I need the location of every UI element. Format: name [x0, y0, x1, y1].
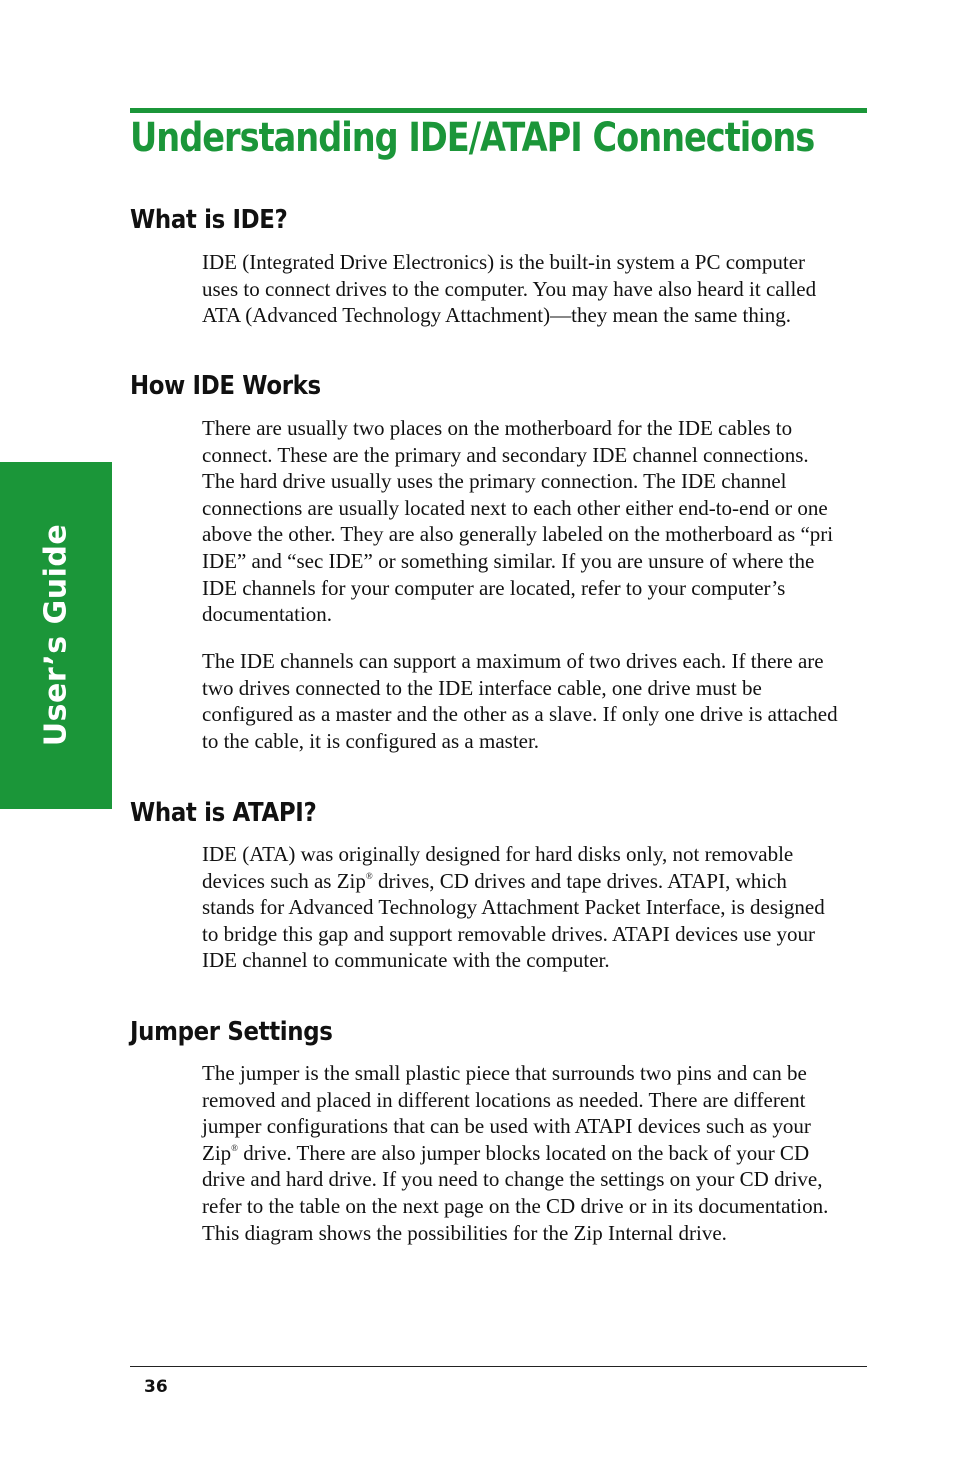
- text-line: This diagram shows the possibilities for the Zip Internal drive.: [202, 1220, 727, 1245]
- text-line: IDE (ATA) was originally designed for hard disks only, not removable: [202, 842, 794, 866]
- side-tab: [0, 462, 112, 809]
- text-line: IDE” and “sec IDE” or something similar. If you are unsure of where the: [202, 548, 815, 573]
- text-fragment: drives, CD drives and tape drives. ATAPI, which: [372, 868, 787, 893]
- paragraph-jumper-settings: [202, 1060, 872, 1246]
- section-heading-what-is-ide: What is IDE?: [130, 205, 288, 235]
- section-heading-how-ide-works: How IDE Works: [130, 371, 321, 401]
- text-line: connections are usually located next to each other either end-to-end or one: [202, 495, 828, 520]
- text-line: [202, 1140, 872, 1167]
- text-line: two drives connected to the IDE interface cable, one drive must be: [202, 675, 762, 700]
- text-line: drive and hard drive. If you need to change the settings on your CD drive,: [202, 1167, 823, 1192]
- text-line: documentation.: [202, 602, 333, 627]
- footer-rule: [130, 1366, 867, 1367]
- text-line: The IDE channels can support a maximum of two drives each. If there are: [202, 649, 824, 673]
- text-fragment: devices such as Zip: [202, 868, 366, 893]
- text-line: [202, 868, 872, 895]
- page-number: 36: [144, 1377, 168, 1397]
- text-line: The hard drive usually uses the primary connection. The IDE channel: [202, 469, 787, 494]
- page-title: Understanding IDE/ATAPI Connections: [130, 115, 815, 161]
- side-tab-label: User’s Guide: [38, 523, 74, 747]
- text-line: above the other. They are also generally labeled on the motherboard as “pri: [202, 522, 834, 547]
- text-line: ATA (Advanced Technology Attachment)—they mean the same thing.: [202, 303, 791, 328]
- text-line: IDE channels for your computer are located, refer to your computer’s: [202, 575, 786, 600]
- text-line: jumper configurations that can be used with ATAPI devices such as your: [202, 1114, 811, 1139]
- text-line: uses to connect drives to the computer. You may have also heard it called: [202, 276, 817, 301]
- paragraph-how-ide-works-1: [202, 415, 872, 628]
- text-line: stands for Advanced Technology Attachment Packet Interface, is designed: [202, 895, 825, 920]
- text-line: configured as a master and the other as a slave. If only one drive is attached: [202, 702, 838, 727]
- paragraph-what-is-atapi: [202, 841, 872, 974]
- paragraph-how-ide-works-2: [202, 648, 872, 754]
- text-line: to the cable, it is configured as a master.: [202, 728, 540, 753]
- text-fragment: drive. There are also jumper blocks located on the back of your CD: [238, 1140, 810, 1165]
- text-line: IDE channel to communicate with the computer.: [202, 948, 610, 973]
- text-line: IDE (Integrated Drive Electronics) is the built-in system a PC computer: [202, 250, 806, 274]
- text-fragment: Zip: [202, 1140, 232, 1165]
- section-heading-what-is-atapi: What is ATAPI?: [130, 798, 317, 828]
- registered-mark: ®: [365, 870, 373, 881]
- text-line: There are usually two places on the motherboard for the IDE cables to: [202, 416, 793, 440]
- text-line: connect. These are the primary and secondary IDE channel connections.: [202, 442, 809, 467]
- registered-mark: ®: [231, 1142, 239, 1153]
- text-line: The jumper is the small plastic piece that surrounds two pins and can be: [202, 1061, 807, 1085]
- text-line: to bridge this gap and support removable drives. ATAPI devices use your: [202, 921, 816, 946]
- text-line: refer to the table on the next page on the CD drive or in its documentation.: [202, 1193, 829, 1218]
- text-line: removed and placed in different locations as needed. There are different: [202, 1087, 806, 1112]
- section-heading-jumper-settings: Jumper Settings: [130, 1017, 333, 1047]
- paragraph-what-is-ide: [202, 249, 872, 329]
